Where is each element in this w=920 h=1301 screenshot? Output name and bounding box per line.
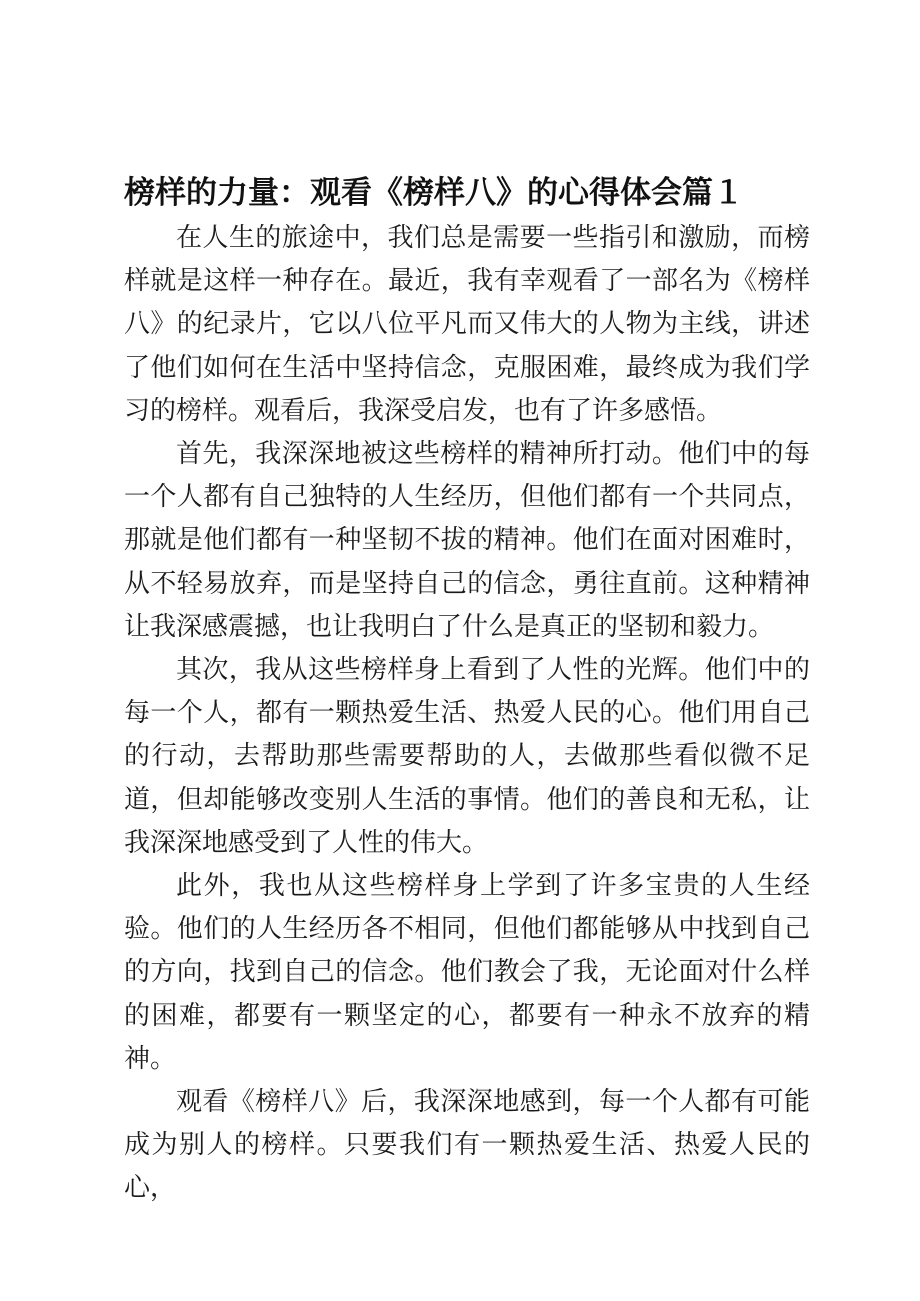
paragraph-5: 观看《榜样八》后，我深深地感到，每一个人都有可能成为别人的榜样。只要我们有一颗热爱生活、热爱人民的心， (124, 1087, 810, 1204)
paragraph-2: 首先，我深深地被这些榜样的精神所打动。他们中的每一个人都有自己独特的人生经历，但他们都有一个共同点，那就是他们都有一种坚韧不拔的精神。他们在面对困难时，从不轻易放弃，而是坚持自己的信念，勇往直前。这种精神让我深感震撼，也让我明白了什么是真正的坚韧和毅力。 (124, 439, 810, 642)
paragraph-3: 其次，我从这些榜样身上看到了人性的光辉。他们中的每一个人，都有一颗热爱生活、热爱人民的心。他们用自己的行动，去帮助那些需要帮助的人，去做那些看似微不足道，但却能够改变别人生活的事情。他们的善良和无私，让我深深地感受到了人性的伟大。 (124, 655, 810, 858)
paragraph-1: 在人生的旅途中，我们总是需要一些指引和激励，而榜样就是这样一种存在。最近，我有幸观看了一部名为《榜样八》的纪录片，它以八位平凡而又伟大的人物为主线，讲述了他们如何在生活中坚持信念，克服困难，最终成为我们学习的榜样。观看后，我深受启发，也有了许多感悟。 (124, 223, 810, 426)
paragraph-4: 此外，我也从这些榜样身上学到了许多宝贵的人生经验。他们的人生经历各不相同，但他们都能够从中找到自己的方向，找到自己的信念。他们教会了我，无论面对什么样的困难，都要有一颗坚定的心，都要有一种永不放弃的精神。 (124, 871, 810, 1074)
document-title: 榜样的力量：观看《榜样八》的心得体会篇１ (124, 175, 744, 211)
document-body (124, 217, 810, 1211)
